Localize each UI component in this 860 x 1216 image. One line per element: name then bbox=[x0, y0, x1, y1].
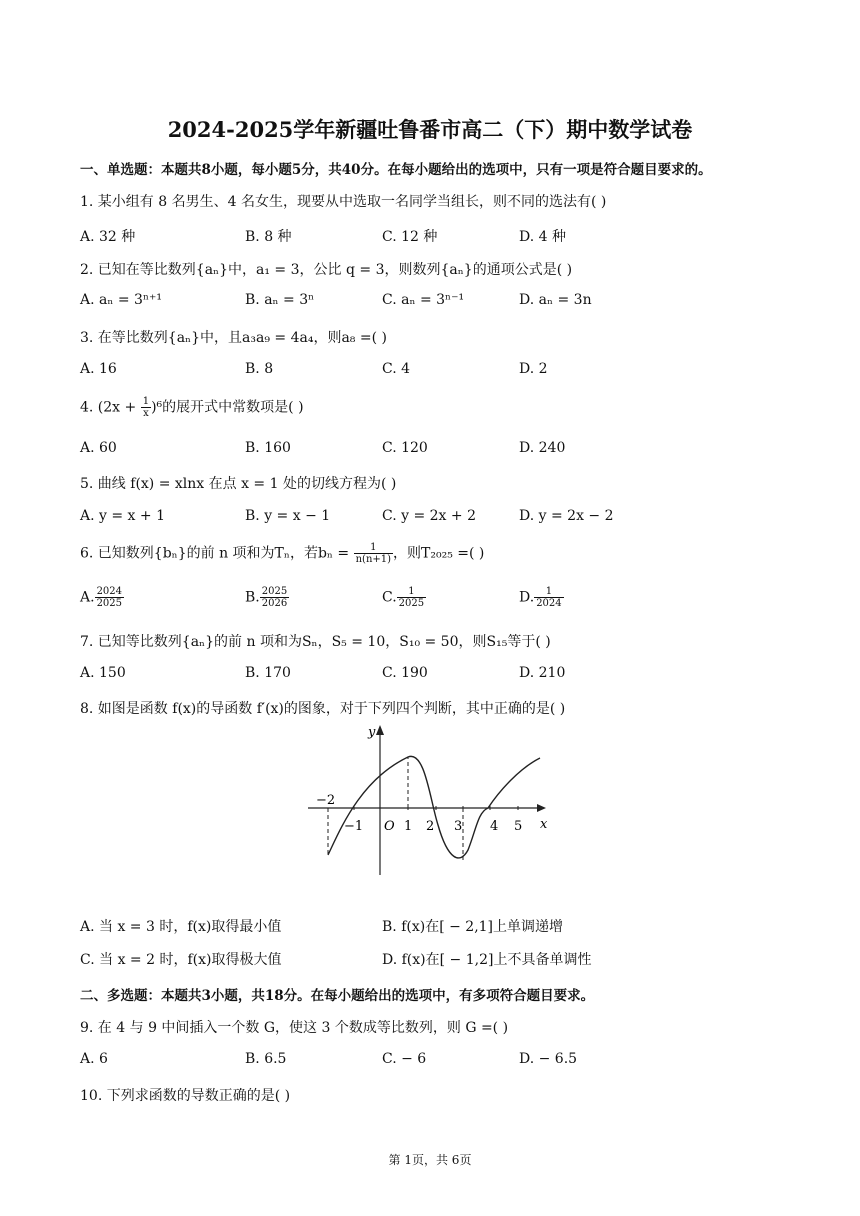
derivative-curve bbox=[328, 756, 540, 858]
q2-option-b: B. aₙ = 3ⁿ bbox=[245, 292, 315, 308]
q4-option-c: C. 120 bbox=[382, 440, 428, 456]
tick-label-4: 4 bbox=[490, 819, 499, 834]
q1-option-c: C. 12 种 bbox=[382, 229, 438, 245]
q9-option-c: C. − 6 bbox=[382, 1051, 427, 1067]
tick-label-m1: −1 bbox=[344, 819, 364, 834]
x-axis-label: x bbox=[540, 817, 548, 832]
q7-option-d: D. 210 bbox=[519, 665, 566, 681]
q5-option-c: C. y = 2x + 2 bbox=[382, 508, 476, 524]
q6-fraction-num: 1 bbox=[354, 542, 393, 554]
q4-fraction-den: x bbox=[143, 408, 149, 419]
q5-option-d: D. y = 2x − 2 bbox=[519, 508, 614, 524]
q6-prefix: 6. 已知数列{bₙ}的前 n 项和为Tₙ，若bₙ = bbox=[80, 545, 350, 562]
question-2: 2. 已知在等比数列{aₙ}中，a₁ = 3，公比 q = 3，则数列{aₙ}的通项公式是( ) bbox=[80, 262, 573, 278]
q4-suffix: )⁶的展开式中常数项是( ) bbox=[151, 399, 304, 416]
question-5: 5. 曲线 f(x) = xlnx 在点 x = 1 处的切线方程为( ) bbox=[80, 476, 397, 492]
q4-prefix: 4. (2x + bbox=[80, 399, 137, 416]
q6-c-den: 2025 bbox=[398, 598, 425, 609]
q1-option-b: B. 8 种 bbox=[245, 229, 292, 245]
derivative-graph bbox=[300, 720, 560, 880]
q6-fraction-den: n(n+1) bbox=[355, 554, 392, 565]
q7-option-c: C. 190 bbox=[382, 665, 428, 681]
q9-option-a: A. 6 bbox=[80, 1051, 108, 1067]
q5-option-b: B. y = x − 1 bbox=[245, 508, 331, 524]
q3-option-b: B. 8 bbox=[245, 361, 274, 377]
origin-label: O bbox=[384, 819, 395, 834]
q6-a-den: 2025 bbox=[96, 598, 123, 609]
y-axis-label: y bbox=[368, 725, 376, 740]
q2-option-a: A. aₙ = 3ⁿ⁺¹ bbox=[80, 292, 163, 308]
q9-option-b: B. 6.5 bbox=[245, 1051, 287, 1067]
q8-option-c: C. 当 x = 2 时，f(x)取得极大值 bbox=[80, 952, 282, 968]
q6-d-num: 1 bbox=[534, 586, 563, 598]
q6-suffix: ，则T₂₀₂₅ =( ) bbox=[393, 545, 485, 562]
question-6 bbox=[80, 542, 484, 565]
question-3: 3. 在等比数列{aₙ}中，且a₃a₉ = 4a₄，则a₈ =( ) bbox=[80, 330, 387, 346]
q6-c-fraction bbox=[397, 586, 426, 609]
q6-b-den: 2026 bbox=[261, 598, 288, 609]
tick-label-m2: −2 bbox=[316, 793, 336, 808]
q6-option-c bbox=[382, 586, 426, 609]
q1-option-a: A. 32 种 bbox=[80, 229, 136, 245]
q3-option-c: C. 4 bbox=[382, 361, 411, 377]
q6-c-num: 1 bbox=[397, 586, 426, 598]
q6-b-fraction bbox=[260, 586, 289, 609]
q6-option-d bbox=[519, 586, 564, 609]
q2-option-c: C. aₙ = 3ⁿ⁻¹ bbox=[382, 292, 465, 308]
question-4 bbox=[80, 396, 304, 419]
q6-d-fraction bbox=[534, 586, 563, 609]
x-axis-arrow bbox=[537, 804, 546, 812]
page-footer: 第 1页，共 6页 bbox=[388, 1153, 472, 1167]
q3-option-a: A. 16 bbox=[80, 361, 117, 377]
q5-option-a: A. y = x + 1 bbox=[80, 508, 165, 524]
tick-label-5: 5 bbox=[514, 819, 523, 834]
q4-fraction bbox=[141, 396, 151, 419]
q4-fraction-num: 1 bbox=[142, 396, 150, 407]
q6-a-fraction bbox=[95, 586, 124, 609]
q6-d-den: 2024 bbox=[536, 598, 562, 609]
q1-option-d: D. 4 种 bbox=[519, 229, 566, 245]
q8-option-b: B. f(x)在[ − 2,1]上单调递增 bbox=[382, 919, 564, 935]
q6-option-a bbox=[80, 586, 124, 609]
q7-option-a: A. 150 bbox=[80, 665, 126, 681]
tick-label-1: 1 bbox=[404, 819, 413, 834]
q4-option-d: D. 240 bbox=[519, 440, 566, 456]
q7-option-b: B. 170 bbox=[245, 665, 291, 681]
y-axis-arrow bbox=[376, 725, 384, 735]
question-10: 10. 下列求函数的导数正确的是( ) bbox=[80, 1088, 291, 1104]
q2-option-d: D. aₙ = 3n bbox=[519, 292, 592, 308]
q3-option-d: D. 2 bbox=[519, 361, 548, 377]
question-9: 9. 在 4 与 9 中间插入一个数 G，使这 3 个数成等比数列，则 G =( ) bbox=[80, 1020, 509, 1036]
q6-a-num: 2024 bbox=[96, 586, 123, 597]
q8-option-a: A. 当 x = 3 时，f(x)取得最小值 bbox=[80, 919, 282, 935]
q6-d-label: D. bbox=[519, 589, 535, 606]
section-multi-choice-header: 二、多选题：本题共3小题，共18分。在每小题给出的选项中，有多项符合题目要求。 bbox=[80, 988, 595, 1004]
question-1: 1. 某小组有 8 名男生、4 名女生，现要从中选取一名同学当组长，则不同的选法有( ) bbox=[80, 194, 607, 210]
question-7: 7. 已知等比数列{aₙ}的前 n 项和为Sₙ，S₅ = 10，S₁₀ = 50，则S₁₅等于( ) bbox=[80, 634, 551, 650]
q6-fraction bbox=[354, 542, 393, 565]
q6-c-label: C. bbox=[382, 589, 397, 606]
section-single-choice-header: 一、单选题：本题共8小题，每小题5分，共40分。在每小题给出的选项中，只有一项是符合题目要求的。 bbox=[80, 162, 712, 178]
tick-label-3: 3 bbox=[454, 819, 463, 834]
q6-b-num: 2025 bbox=[261, 586, 288, 597]
q4-option-b: B. 160 bbox=[245, 440, 291, 456]
q6-option-b bbox=[245, 586, 289, 609]
q6-a-label: A. bbox=[80, 589, 95, 606]
q8-option-d: D. f(x)在[ − 1,2]上不具备单调性 bbox=[382, 952, 592, 968]
q4-option-a: A. 60 bbox=[80, 440, 117, 456]
q9-option-d: D. − 6.5 bbox=[519, 1051, 578, 1067]
q6-b-label: B. bbox=[245, 589, 260, 606]
tick-label-2: 2 bbox=[426, 819, 435, 834]
question-8: 8. 如图是函数 f(x)的导函数 f′(x)的图象，对于下列四个判断，其中正确的是( ) bbox=[80, 701, 566, 717]
page-title: 2024-2025学年新疆吐鲁番市高二（下）期中数学试卷 bbox=[167, 117, 693, 142]
